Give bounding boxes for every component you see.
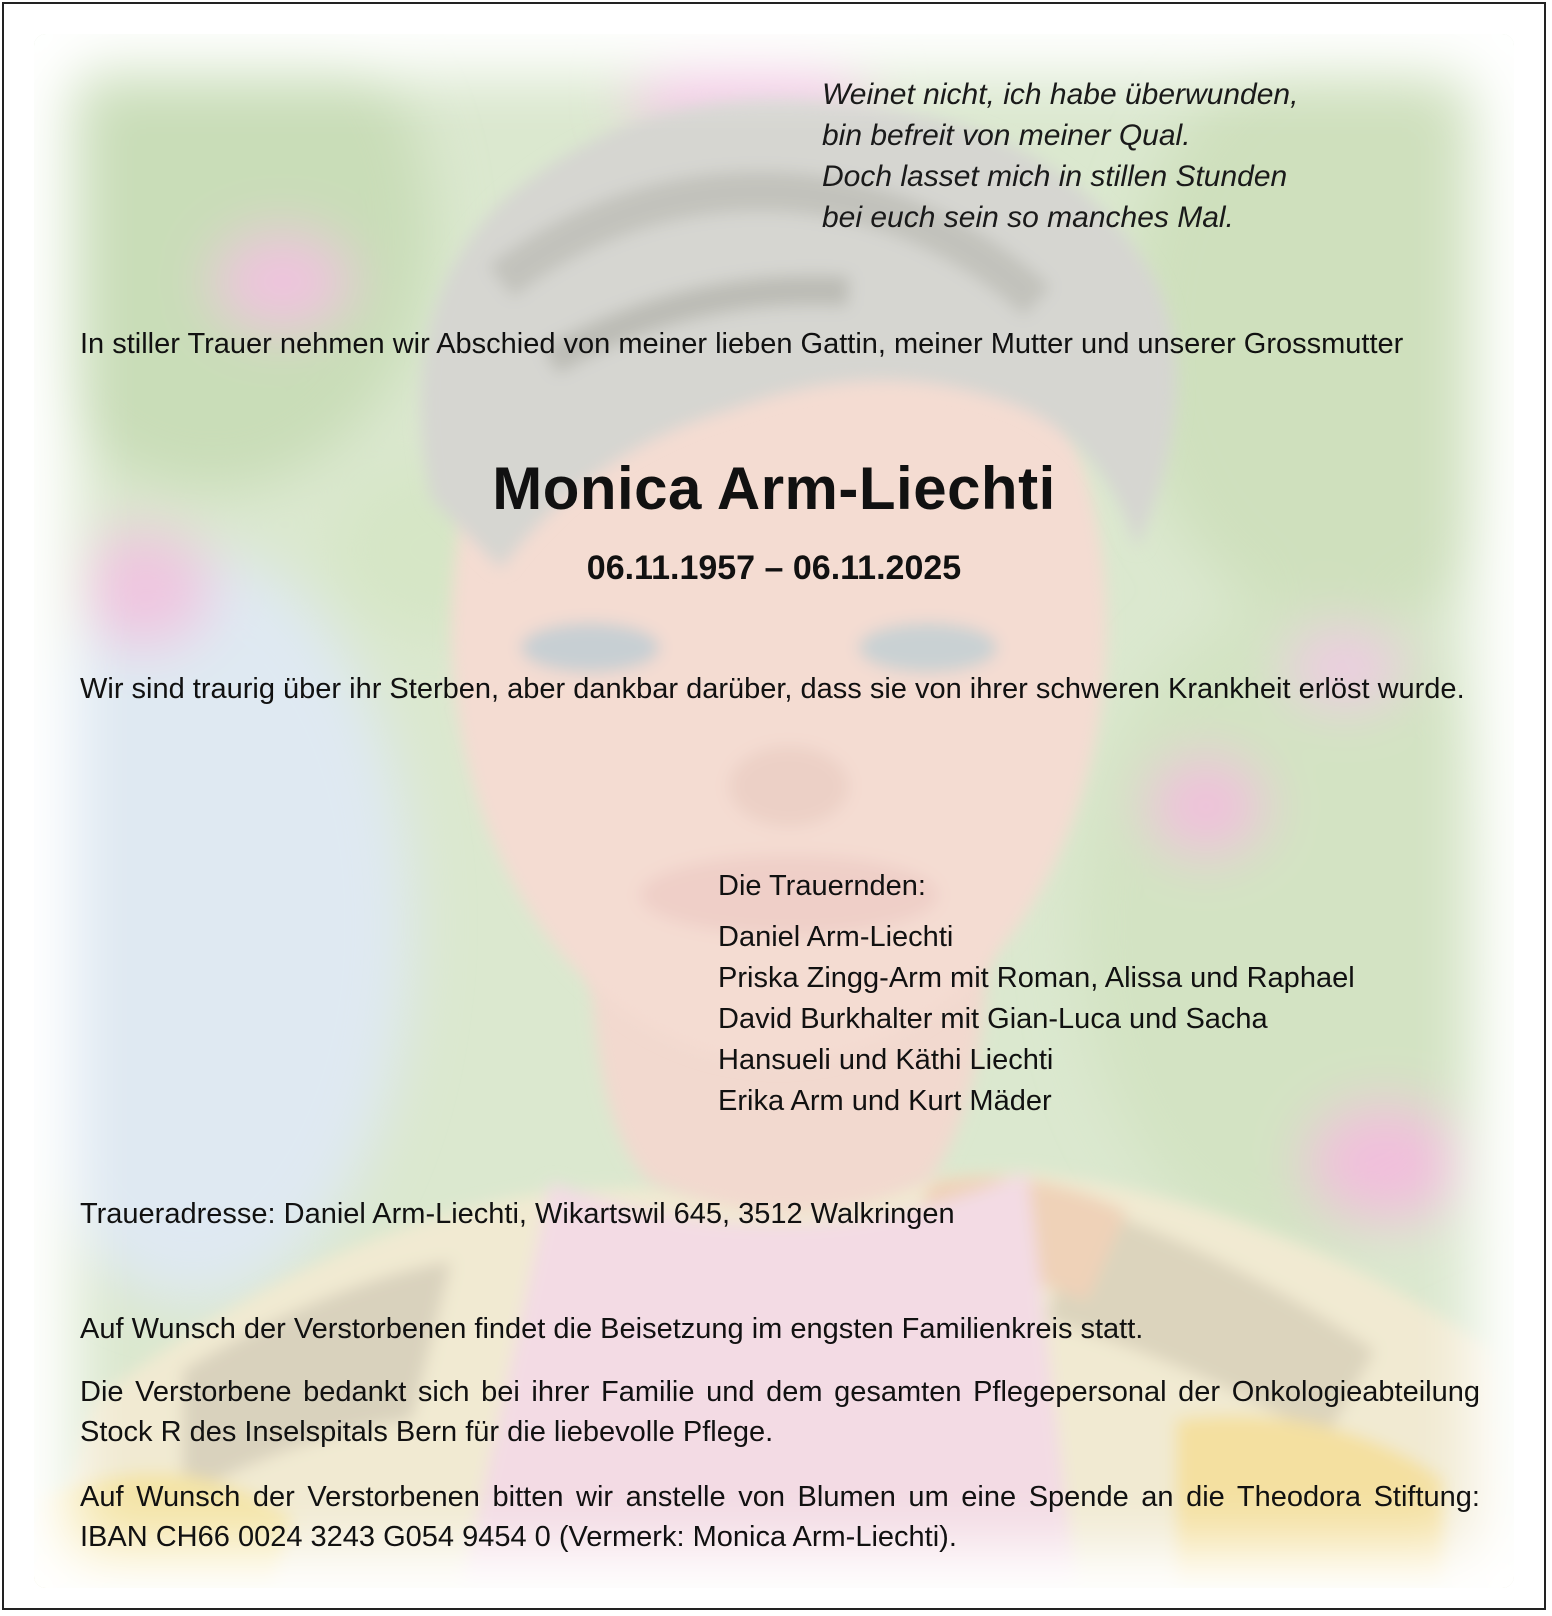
deceased-name: Monica Arm-Liechti	[492, 455, 1056, 522]
mourner-name: Daniel Arm-Liechti	[718, 921, 954, 953]
obituary-text	[4, 4, 1544, 1608]
obituary-card	[2, 2, 1546, 1610]
mourner-name: Hansueli und Käthi Liechti	[718, 1044, 1054, 1076]
intro-text: In stiller Trauer nehmen wir Abschied von meiner lieben Gattin, meiner Mutter und unserer Grossmutter	[80, 328, 1404, 360]
thanks-note: Die Verstorbene bedankt sich bei ihrer Familie und dem gesamten Pflegepersonal der Onkologieabteilung Stock R des Inselspitals Bern für die liebevolle Pflege.	[80, 1376, 1480, 1448]
mourners-heading: Die Trauernden:	[718, 870, 926, 902]
poem	[822, 74, 1298, 238]
poem-line: Doch lasset mich in stillen Stunden	[822, 160, 1288, 193]
burial-note: Auf Wunsch der Verstorbenen findet die Beisetzung im engsten Familienkreis statt.	[80, 1313, 1144, 1345]
poem-line: Weinet nicht, ich habe überwunden,	[822, 78, 1299, 111]
life-dates: 06.11.1957 – 06.11.2025	[586, 549, 962, 587]
mourner-name: Erika Arm und Kurt Mäder	[718, 1085, 1052, 1117]
poem-line: bei euch sein so manches Mal.	[822, 201, 1234, 234]
mourner-name: David Burkhalter mit Gian-Luca und Sacha	[718, 1003, 1268, 1035]
poem-line: bin befreit von meiner Qual.	[822, 119, 1191, 152]
statement-text: Wir sind traurig über ihr Sterben, aber dankbar darüber, dass sie von ihrer schweren Krankheit erlöst wurde.	[80, 673, 1465, 705]
mourners-list	[718, 866, 1355, 1122]
donation-note: Auf Wunsch der Verstorbenen bitten wir anstelle von Blumen um eine Spende an die Theodora Stiftung: IBAN CH66 0024 3243 G054 9454 0 (Vermerk: Monica Arm-Liechti).	[80, 1481, 1480, 1553]
mourning-address: Traueradresse: Daniel Arm-Liechti, Wikartswil 645, 3512 Walkringen	[80, 1198, 955, 1230]
mourner-name: Priska Zingg-Arm mit Roman, Alissa und Raphael	[718, 962, 1355, 994]
